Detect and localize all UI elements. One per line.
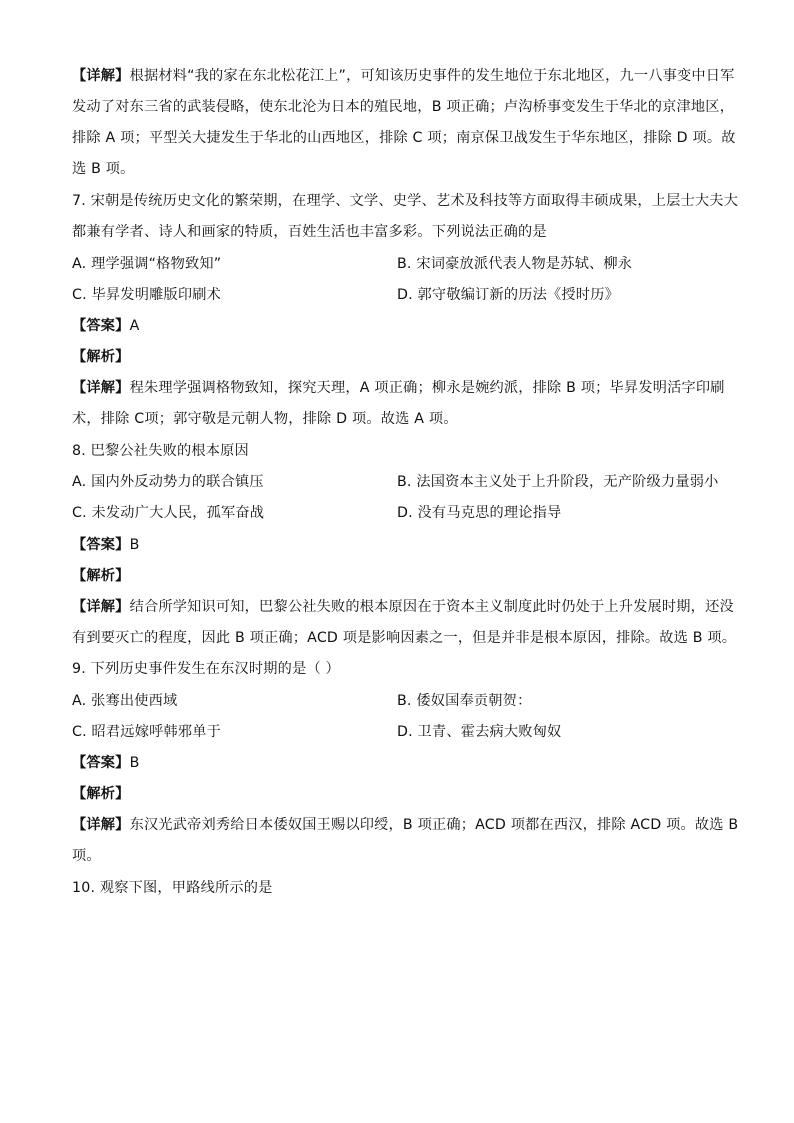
answer-value: B <box>129 537 140 553</box>
q7-analysis-heading: 【解析】 <box>72 349 130 365</box>
q9-option-c: C. 昭君远嫁呼韩邪单于 <box>72 724 222 740</box>
q8-analysis-heading: 【解析】 <box>72 568 130 584</box>
q9-option-b: B. 倭奴国奉贡朝贺： <box>397 693 532 709</box>
q9-answer <box>72 753 722 773</box>
answer-value: B <box>129 755 140 771</box>
q9-option-d: D. 卫青、霍去病大败匈奴 <box>397 724 562 740</box>
q8-option-d: D. 没有马克思的理论指导 <box>397 505 562 521</box>
detail-tag: 【详解】 <box>72 599 130 615</box>
q9-stem: 9. 下列历史事件发生在东汉时期的是（ ） <box>72 661 340 677</box>
q7-detail-line-1: 【详解】程朱理学强调格物致知，探究天理，A 项正确；柳永是婉约派，排除 B 项；毕昇发明活字印刷 <box>72 380 725 396</box>
q8-option-c: C. 未发动广大人民，孤军奋战 <box>72 505 265 521</box>
q6-detail-line-2: 发动了对东三省的武装侵略，使东北沦为日本的殖民地，B 项正确；卢沟桥事变发生于华北的京津地区， <box>72 99 735 115</box>
q8-detail-line-1: 【详解】结合所学知识可知，巴黎公社失败的根本原因在于资本主义制度此时仍处于上升发展时期，还没 <box>72 599 734 615</box>
q7-detail-line-2: 术，排除 C项；郭守敬是元朝人物，排除 D 项。故选 A 项。 <box>72 411 458 427</box>
q7-answer <box>72 316 722 336</box>
detail-tag: 【详解】 <box>72 68 130 84</box>
q9-detail-line-2: 项。 <box>72 848 101 864</box>
q7-stem-line-1: 7. 宋朝是传统历史文化的繁荣期，在理学、文学、史学、艺术及科技等方面取得丰硕成果，上层士大夫大 <box>72 193 739 209</box>
q9-option-a: A. 张骞出使西域 <box>72 693 178 709</box>
q7-option-b: B. 宋词豪放派代表人物是苏轼、柳永 <box>397 256 633 272</box>
q7-option-a: A. 理学强调“格物致知” <box>72 256 222 272</box>
detail-tag: 【详解】 <box>72 380 130 396</box>
q8-stem: 8. 巴黎公社失败的根本原因 <box>72 443 249 459</box>
answer-tag: 【答案】 <box>72 537 130 553</box>
q8-option-b: B. 法国资本主义处于上升阶段，无产阶级力量弱小 <box>397 474 719 490</box>
answer-value: A <box>129 318 140 334</box>
q8-option-a: A. 国内外反动势力的联合镇压 <box>72 474 264 490</box>
q6-detail-line-1: 【详解】根据材料“我的家在东北松花江上”，可知该历史事件的发生地位于东北地区，九一八事变中日军 <box>72 68 735 84</box>
q6-detail-line-4: 选 B 项。 <box>72 161 135 177</box>
q7-option-d: D. 郭守敬编订新的历法《授时历》 <box>397 287 619 303</box>
q7-option-c: C. 毕昇发明雕版印刷术 <box>72 287 222 303</box>
q6-detail-line-3: 排除 A 项；平型关大捷发生于华北的山西地区，排除 C 项；南京保卫战发生于华东地区，排除 D 项。故 <box>72 130 736 146</box>
q10-stem: 10. 观察下图，甲路线所示的是 <box>72 880 273 896</box>
q8-answer <box>72 535 722 555</box>
detail-tag: 【详解】 <box>72 817 130 833</box>
answer-tag: 【答案】 <box>72 755 130 771</box>
q9-analysis-heading: 【解析】 <box>72 786 130 802</box>
answer-tag: 【答案】 <box>72 318 130 334</box>
q9-detail-line-1: 【详解】东汉光武帝刘秀给日本倭奴国王赐以印绶，B 项正确；ACD 项都在西汉，排除 ACD 项。故选 B <box>72 817 739 833</box>
q8-detail-line-2: 有到要灭亡的程度，因此 B 项正确；ACD 项是影响因素之一，但是并非是根本原因，排除。故选 B 项。 <box>72 630 737 646</box>
q7-stem-line-2: 都兼有学者、诗人和画家的特质，百姓生活也丰富多彩。下列说法正确的是 <box>72 224 547 240</box>
